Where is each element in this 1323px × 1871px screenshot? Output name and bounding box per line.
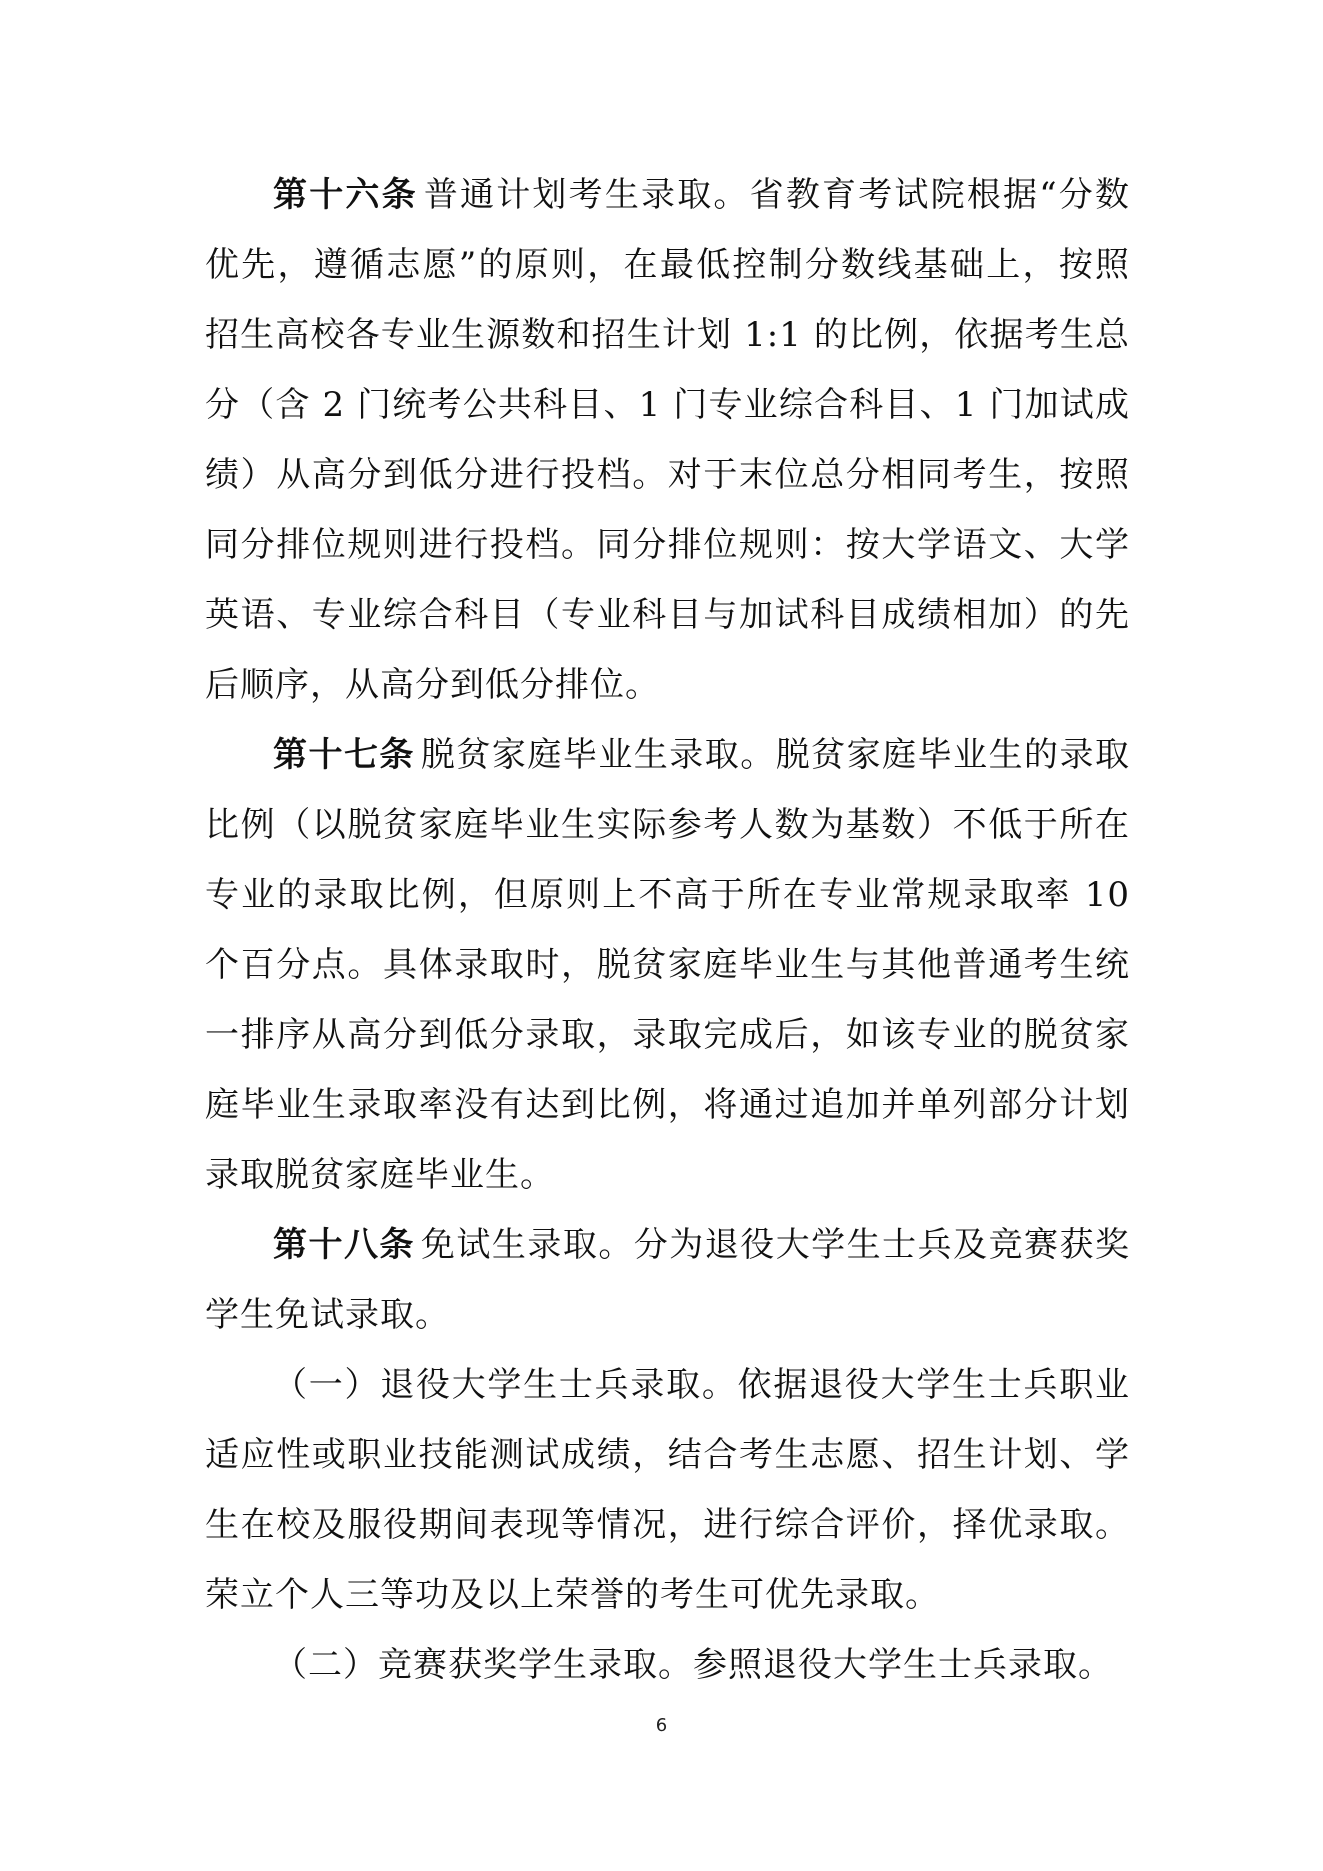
- document-body: [205, 160, 1130, 1700]
- page-number: 6: [655, 1715, 668, 1736]
- article-16-paragraph: [205, 160, 1130, 720]
- article-18-heading: 第十八条: [273, 1225, 415, 1265]
- article-17-paragraph: [205, 720, 1130, 1210]
- item-1-paragraph: [205, 1350, 1130, 1630]
- article-16-body: 普通计划考生录取。省教育考试院根据“分数优先，遵循志愿”的原则，在最低控制分数线基础上，按照招生高校各专业生源数和招生计划 1:1 的比例，依据考生总分（含 2 门统考公共科目、1 门专业综合科目、1 门加试成绩）从高分到低分进行投档。对于末位总分相同考生，按照同分排位规则进行投档。同分排位规则：按大学语文、大学英语、专业综合科目（专业科目与加试科目成绩相加）的先后顺序，从高分到低分排位。: [205, 175, 1131, 705]
- article-17-body: 脱贫家庭毕业生录取。脱贫家庭毕业生的录取比例（以脱贫家庭毕业生实际参考人数为基数）不低于所在专业的录取比例，但原则上不高于所在专业常规录取率 10 个百分点。具体录取时，脱贫家庭毕业生与其他普通考生统一排序从高分到低分录取，录取完成后，如该专业的脱贫家庭毕业生录取率没有达到比例，将通过追加并单列部分计划录取脱贫家庭毕业生。: [205, 735, 1131, 1195]
- item-2-text: （二）竞赛获奖学生录取。参照退役大学生士兵录取。: [273, 1645, 1113, 1685]
- article-18-body: 免试生录取。分为退役大学生士兵及竞赛获奖学生免试录取。: [205, 1225, 1131, 1335]
- item-1-text: （一）退役大学生士兵录取。依据退役大学生士兵职业适应性或职业技能测试成绩，结合考生志愿、招生计划、学生在校及服役期间表现等情况，进行综合评价，择优录取。荣立个人三等功及以上荣誉的考生可优先录取。: [205, 1365, 1130, 1615]
- article-17-heading: 第十七条: [273, 735, 415, 775]
- article-16-heading: 第十六条: [273, 175, 418, 215]
- item-2-paragraph: [205, 1630, 1130, 1700]
- article-18-paragraph: [205, 1210, 1130, 1350]
